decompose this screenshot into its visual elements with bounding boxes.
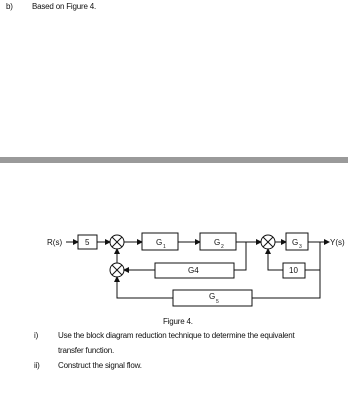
block-g1-label: G (156, 238, 163, 247)
figure-caption: Figure 4. (163, 317, 193, 326)
question-ii-text: Construct the signal flow. (58, 361, 142, 370)
block-10-label: 10 (289, 266, 298, 275)
feedback-10-return (268, 249, 283, 270)
question-ii-num: ii) (34, 361, 40, 370)
block-g5-sub: 5 (216, 299, 219, 305)
block-g3-label: G (292, 238, 299, 247)
block-g1-sub: 1 (163, 244, 166, 250)
block-g2-label: G (214, 238, 221, 247)
summing-junction-2 (110, 263, 124, 277)
summing-junction-1 (110, 235, 124, 249)
block-g2-sub: 2 (221, 244, 224, 250)
question-i-text: Use the block diagram reduction technique to determine the equivalent (58, 331, 295, 340)
question-heading: Based on Figure 4. (32, 2, 96, 11)
block-g5-label: G (209, 292, 216, 301)
block-5-label: 5 (85, 238, 90, 247)
question-label: b) (6, 2, 13, 11)
block-g4-label: G4 (188, 266, 199, 275)
question-i-num: i) (34, 331, 39, 340)
feedback-g5-return (117, 277, 173, 298)
block-g3-sub: 3 (299, 244, 302, 250)
summing-junction-3 (261, 235, 275, 249)
question-i-text-cont: transfer function. (58, 346, 114, 355)
output-label: Y(s) (330, 238, 345, 247)
input-label: R(s) (47, 238, 63, 247)
